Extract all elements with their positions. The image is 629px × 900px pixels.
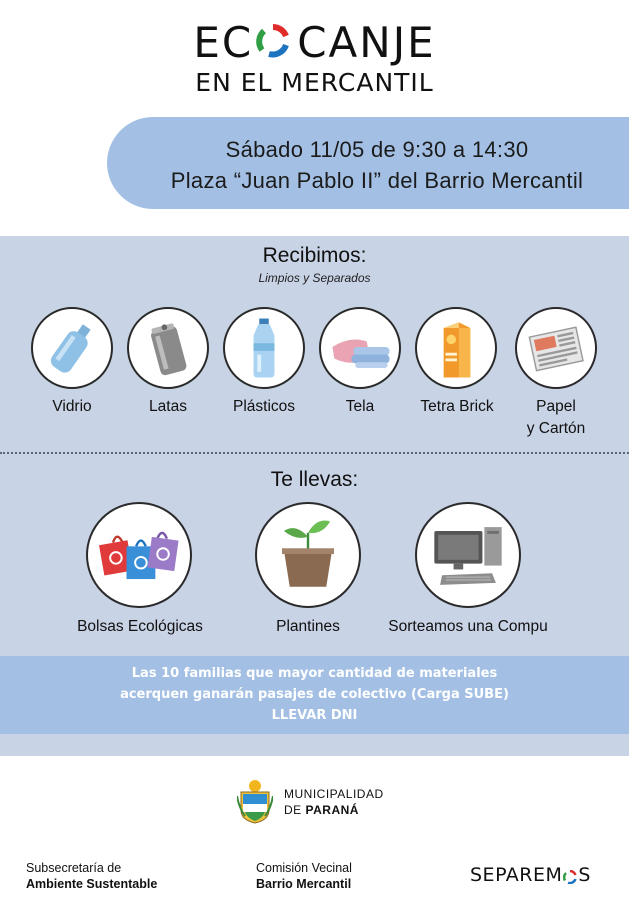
plant-icon <box>255 502 361 608</box>
title-canje: CANJE <box>297 18 436 67</box>
footer-subsecretaria <box>26 860 157 892</box>
event-title <box>0 18 629 68</box>
separemos-brand <box>470 864 591 886</box>
separemos-recycle-icon <box>563 867 577 881</box>
glass-bottle-icon <box>31 307 113 389</box>
recycle-logo-icon <box>255 23 291 59</box>
subsecretaria-line-2: Ambiente Sustentable <box>26 877 158 891</box>
fabric-icon <box>319 307 401 389</box>
brand-part-2: S <box>578 864 591 886</box>
municipality-block <box>0 770 629 830</box>
muni-line-1: MUNICIPALIDAD <box>284 787 384 801</box>
gift-label-bolsas: Bolsas Ecológicas <box>77 618 203 635</box>
prize-note <box>0 656 629 734</box>
footer-comision <box>256 860 352 892</box>
subsecretaria-line-1: Subsecretaría de <box>26 861 122 875</box>
note-line-1: Las 10 familias que mayor cantidad de materiales <box>131 666 498 681</box>
item-label-papel-carton <box>506 396 606 440</box>
computer-icon <box>415 502 521 608</box>
gift-label-compu: Sorteamos una Compu <box>388 618 548 635</box>
parana-coat-of-arms-icon <box>237 778 273 824</box>
muni-line-2-bold: PARANÁ <box>305 803 359 817</box>
event-date: Sábado 11/05 de 9:30 a 14:30 <box>225 137 529 162</box>
item-label-latas: Latas <box>149 398 187 415</box>
item-label-tetra-brick: Tetra Brick <box>420 398 494 415</box>
comision-line-1: Comisión Vecinal <box>256 861 352 875</box>
item-label-vidrio: Vidrio <box>52 398 92 415</box>
gift-label-plantines: Plantines <box>276 618 340 635</box>
carton-icon <box>415 307 497 389</box>
event-details-banner <box>107 117 629 209</box>
take-title: Te llevas: <box>270 468 359 491</box>
receive-subtitle: Limpios y Separados <box>258 271 371 285</box>
item-label-tela: Tela <box>345 398 375 415</box>
comision-line-2: Barrio Mercantil <box>256 877 352 891</box>
section-divider <box>0 452 629 454</box>
title-eco: EC <box>193 18 254 67</box>
note-line-2: acerquen ganarán pasajes de colectivo (Carga SUBE) <box>120 687 509 702</box>
muni-line-2-prefix: DE <box>284 803 306 817</box>
item-label-carton: y Cartón <box>526 420 586 437</box>
plastic-bottle-icon <box>223 307 305 389</box>
item-label-papel: Papel <box>536 398 576 415</box>
receive-title: Recibimos: <box>262 244 367 267</box>
event-place: Plaza “Juan Pablo II” del Barrio Mercantil <box>170 168 584 193</box>
item-label-plasticos: Plásticos <box>232 398 296 415</box>
note-line-3: LLEVAR DNI <box>271 708 358 723</box>
brand-part-1: SEPAREM <box>470 864 563 886</box>
recycling-bags-icon <box>86 502 192 608</box>
newspaper-icon <box>515 307 597 389</box>
can-icon <box>127 307 209 389</box>
event-subtitle: EN EL MERCANTIL <box>195 68 434 97</box>
municipality-name <box>284 786 384 818</box>
